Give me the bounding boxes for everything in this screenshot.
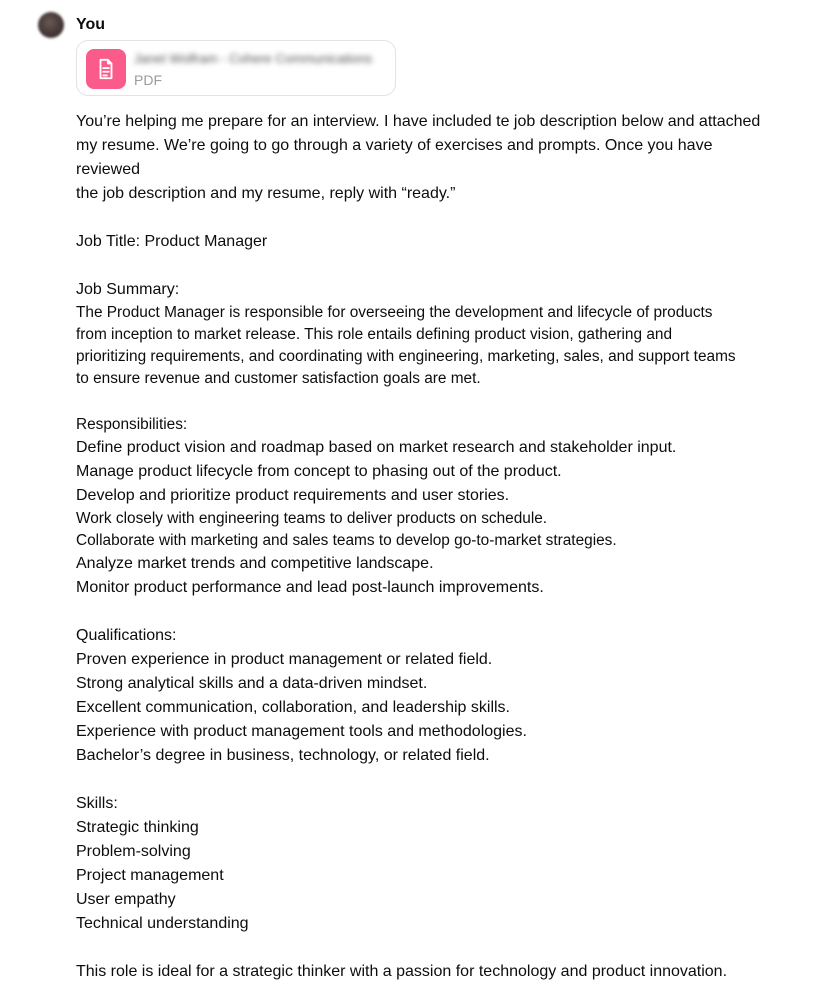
list-item: Define product vision and roadmap based on market research and stakeholder input. — [76, 439, 677, 456]
list-item: Excellent communication, collaboration, and leadership skills. — [76, 699, 510, 716]
intro-line: You’re helping me prepare for an interview. I have included te job description below and attached — [76, 113, 761, 130]
list-item: Strong analytical skills and a data-driven mindset. — [76, 675, 428, 692]
list-item: Collaborate with marketing and sales teams to develop go-to-market strategies. — [76, 532, 617, 549]
list-item: Work closely with engineering teams to deliver products on schedule. — [76, 510, 548, 527]
job-summary-line: to ensure revenue and customer satisfaction goals are met. — [76, 370, 481, 387]
list-item: User empathy — [76, 891, 176, 908]
list-item: Problem-solving — [76, 843, 191, 860]
job-summary-text — [76, 302, 776, 390]
user-avatar[interactable] — [38, 12, 64, 38]
job-summary-line: The Product Manager is responsible for overseeing the development and lifecycle of products — [76, 304, 713, 321]
message-body — [76, 110, 776, 984]
attachment-file-type: PDF — [134, 72, 162, 88]
closing-paragraph: This role is ideal for a strategic thinker with a passion for technology and product innovation. — [76, 963, 728, 980]
list-item: Analyze market trends and competitive landscape. — [76, 555, 434, 572]
skills-list — [76, 816, 776, 936]
pdf-attachment-card[interactable] — [76, 40, 396, 96]
list-item: Bachelor’s degree in business, technology, or related field. — [76, 747, 490, 764]
list-item: Develop and prioritize product requirements and user stories. — [76, 487, 510, 504]
list-item: Proven experience in product management or related field. — [76, 651, 493, 668]
intro-line: my resume. We’re going to go through a variety of exercises and prompts. Once you have reviewed — [76, 137, 713, 178]
list-item: Strategic thinking — [76, 819, 199, 836]
intro-line: the job description and my resume, reply with “ready.” — [76, 185, 456, 202]
list-item: Experience with product management tools and methodologies. — [76, 723, 527, 740]
job-summary-line: prioritizing requirements, and coordinating with engineering, marketing, sales, and support teams — [76, 348, 736, 365]
list-item: Technical understanding — [76, 915, 249, 932]
job-summary-line: from inception to market release. This role entails defining product vision, gathering and — [76, 326, 673, 343]
list-item: Project management — [76, 867, 224, 884]
list-item: Monitor product performance and lead post-launch improvements. — [76, 579, 544, 596]
job-title: Job Title: Product Manager — [76, 233, 268, 250]
responsibilities-heading: Responsibilities: — [76, 416, 188, 433]
responsibilities-list — [76, 436, 776, 600]
attachment-file-name: Janet Wolfram - Cohere Communications — [134, 51, 373, 66]
list-item: Manage product lifecycle from concept to phasing out of the product. — [76, 463, 562, 480]
qualifications-list — [76, 648, 776, 768]
author-name: You — [76, 16, 106, 33]
document-icon — [86, 49, 126, 89]
job-summary-heading: Job Summary: — [76, 281, 180, 298]
qualifications-heading: Qualifications: — [76, 627, 177, 644]
message-header — [38, 12, 105, 38]
intro-paragraph — [76, 110, 776, 206]
skills-heading: Skills: — [76, 795, 118, 812]
